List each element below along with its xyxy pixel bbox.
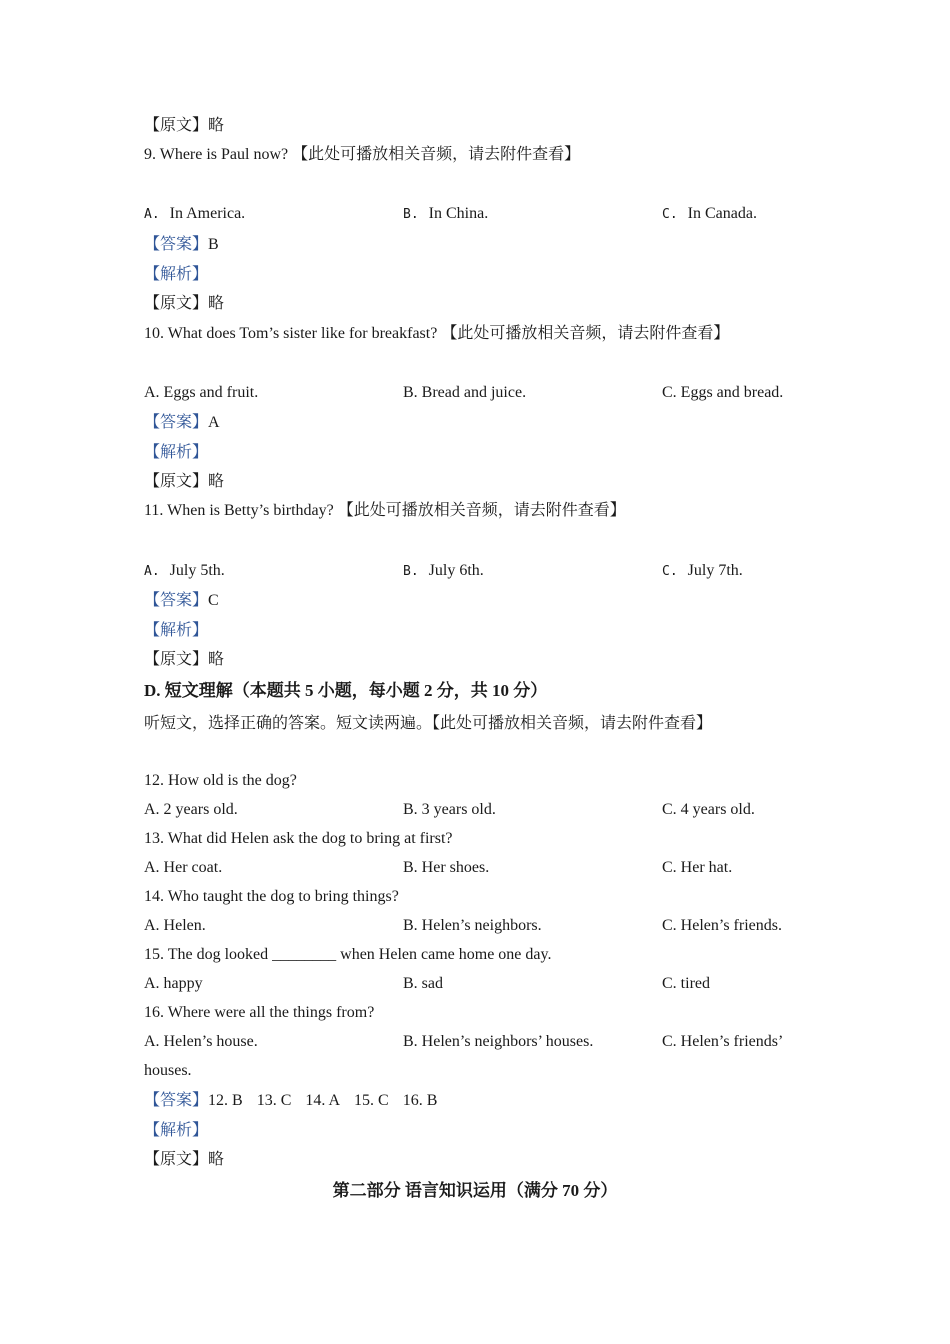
section-d-heading: D. 短文理解（本题共 5 小题，每小题 2 分，共 10 分）	[144, 681, 548, 700]
q13-option-b: B. Her shoes.	[403, 859, 490, 876]
q11-analysis: 【解析】	[144, 622, 209, 639]
question-10: 10. What does Tom’s sister like for breakfast? 【此处可播放相关音频，请去附件查看】	[144, 325, 730, 342]
q14-option-c: C. Helen’s friends.	[662, 917, 782, 934]
q14-option-b: B. Helen’s neighbors.	[403, 917, 542, 934]
question-12: 12. How old is the dog?	[144, 772, 297, 789]
q10-option-b: B. Bread and juice.	[403, 384, 527, 401]
original-text-note: 【原文】略	[144, 117, 225, 134]
q15-option-b: B. sad	[403, 975, 443, 992]
q15-option-a: A. happy	[144, 975, 203, 992]
q13-option-a: A. Her coat.	[144, 859, 223, 876]
q9-original-text: 【原文】略	[144, 295, 225, 312]
section-d-instruction: 听短文，选择正确的答案。短文读两遍。【此处可播放相关音频，请去附件查看】	[144, 715, 713, 732]
q16-option-b: B. Helen’s neighbors’ houses.	[403, 1033, 594, 1050]
q11-answer: 【答案】C	[144, 592, 219, 609]
question-11: 11. When is Betty’s birthday? 【此处可播放相关音频，请去附件查看】	[144, 502, 626, 519]
q12-option-a: A. 2 years old.	[144, 801, 238, 818]
q9-option-a: A. In America.	[144, 205, 246, 222]
q12-option-b: B. 3 years old.	[403, 801, 496, 818]
q14-option-a: A. Helen.	[144, 917, 206, 934]
q11-option-b: B. July 6th.	[403, 562, 484, 579]
q10-analysis: 【解析】	[144, 444, 209, 461]
q10-option-c: C. Eggs and bread.	[662, 384, 784, 401]
question-14: 14. Who taught the dog to bring things?	[144, 888, 399, 905]
q13-option-c: C. Her hat.	[662, 859, 733, 876]
section-d-analysis: 【解析】	[144, 1122, 209, 1139]
q10-original-text: 【原文】略	[144, 473, 225, 490]
q16-option-c-wrap: houses.	[144, 1062, 192, 1079]
q10-option-a: A. Eggs and fruit.	[144, 384, 259, 401]
question-9: 9. Where is Paul now? 【此处可播放相关音频，请去附件查看】	[144, 146, 581, 163]
question-13: 13. What did Helen ask the dog to bring at first?	[144, 830, 453, 847]
q11-option-c: C. July 7th.	[662, 562, 743, 579]
part-two-title: 第二部分 语言知识运用（满分 70 分）	[332, 1181, 618, 1200]
q9-option-c: C. In Canada.	[662, 205, 757, 222]
q9-analysis: 【解析】	[144, 266, 209, 283]
section-d-answers: 【答案】12. B 13. C 14. A 15. C 16. B	[144, 1092, 438, 1109]
q11-original-text: 【原文】略	[144, 651, 225, 668]
question-16: 16. Where were all the things from?	[144, 1004, 375, 1021]
section-d-original-text: 【原文】略	[144, 1151, 225, 1168]
q15-option-c: C. tired	[662, 975, 710, 992]
q16-option-c: C. Helen’s friends’	[662, 1033, 784, 1050]
q16-option-a: A. Helen’s house.	[144, 1033, 258, 1050]
q9-option-b: B. In China.	[403, 205, 489, 222]
q11-option-a: A. July 5th.	[144, 562, 225, 579]
q9-answer: 【答案】B	[144, 236, 219, 253]
q12-option-c: C. 4 years old.	[662, 801, 755, 818]
q10-answer: 【答案】A	[144, 414, 220, 431]
question-15: 15. The dog looked ________ when Helen came home one day.	[144, 946, 552, 963]
